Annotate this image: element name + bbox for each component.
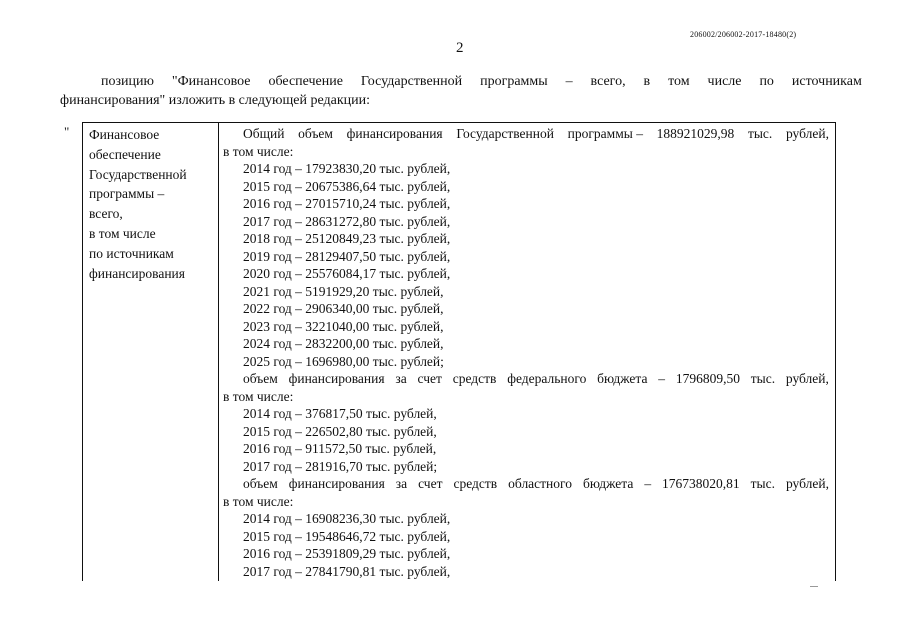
regional-year-line: 2014 год – 16908236,30 тыс. рублей, bbox=[243, 511, 451, 526]
total-year-line: 2019 год – 28129407,50 тыс. рублей, bbox=[243, 248, 451, 264]
total-year-line: 2025 год – 1696980,00 тыс. рублей; bbox=[243, 353, 444, 369]
word: 188921029,98 bbox=[656, 126, 735, 141]
word: – bbox=[565, 74, 573, 89]
word: бюджета bbox=[582, 476, 634, 491]
word: Государственной bbox=[360, 74, 463, 89]
total-year-line: 2017 год – 28631272,80 тыс. рублей, bbox=[243, 213, 451, 229]
word: средств bbox=[453, 476, 498, 491]
word: федерального bbox=[507, 371, 587, 386]
word: позицию bbox=[101, 74, 154, 89]
regional-sub-label: в том числе: bbox=[223, 493, 294, 509]
federal-year-line: 2014 год – 376817,50 тыс. рублей, bbox=[243, 406, 437, 421]
word: Государственной bbox=[456, 126, 554, 141]
intro-paragraph bbox=[60, 72, 862, 110]
word: объем bbox=[243, 371, 278, 386]
regional-year-line: 2015 год – 19548646,72 тыс. рублей, bbox=[243, 528, 451, 544]
word: в bbox=[643, 74, 651, 89]
total-financing-line bbox=[223, 125, 833, 143]
page-number: 2 bbox=[456, 40, 464, 56]
table-label-cell bbox=[89, 125, 213, 283]
financing-table bbox=[82, 122, 836, 581]
table-value-cell bbox=[223, 125, 833, 580]
regional-year-line: 2016 год – 25391809,29 тыс. рублей, bbox=[243, 546, 451, 561]
label-line: финансирования bbox=[89, 265, 185, 281]
word: финансирования bbox=[288, 371, 385, 386]
federal-year-line: 2017 год – 281916,70 тыс. рублей; bbox=[243, 458, 438, 474]
word: рублей, bbox=[785, 126, 829, 141]
word: за bbox=[395, 476, 408, 491]
federal-financing-line bbox=[223, 370, 833, 388]
word: – bbox=[644, 476, 652, 491]
word: источникам bbox=[791, 74, 862, 89]
word: тыс. bbox=[750, 371, 776, 386]
document-id: 206002/206002-2017-18480(2) bbox=[690, 30, 797, 39]
total-year-line: 2020 год – 25576084,17 тыс. рублей, bbox=[243, 266, 451, 281]
word: рублей, bbox=[785, 371, 829, 386]
federal-sub-label: в том числе: bbox=[223, 388, 294, 404]
label-line: Финансовое bbox=[89, 127, 160, 142]
regional-year-line: 2017 год – 27841790,81 тыс. рублей, bbox=[243, 563, 451, 579]
word: "Финансовое bbox=[171, 74, 251, 89]
total-year-line: 2023 год – 3221040,00 тыс. рублей, bbox=[243, 318, 444, 334]
intro-line-2: финансирования" изложить в следующей редакции: bbox=[60, 93, 371, 108]
label-line: Государственной bbox=[89, 166, 187, 182]
word: объем bbox=[298, 126, 333, 141]
word: 1796809,50 bbox=[675, 371, 740, 386]
word: 176738020,81 bbox=[662, 476, 740, 491]
total-year-line: 2024 год – 2832200,00 тыс. рублей, bbox=[243, 336, 444, 351]
label-line: по источникам bbox=[89, 245, 174, 261]
word: финансирования bbox=[346, 126, 443, 141]
word: финансирования bbox=[288, 476, 385, 491]
total-year-line: 2018 год – 25120849,23 тыс. рублей, bbox=[243, 231, 451, 246]
total-year-line: 2016 год – 27015710,24 тыс. рублей, bbox=[243, 196, 451, 211]
word: за bbox=[395, 371, 407, 386]
word: бюджета bbox=[597, 371, 648, 386]
label-line: программы – bbox=[89, 186, 165, 202]
word: Общий bbox=[243, 126, 285, 141]
word: – bbox=[658, 371, 666, 386]
regional-financing-line bbox=[223, 475, 833, 493]
label-line: всего, bbox=[89, 206, 123, 222]
word: том bbox=[668, 74, 690, 89]
intro-line-1 bbox=[60, 72, 862, 91]
total-year-line: 2022 год – 2906340,00 тыс. рублей, bbox=[243, 301, 444, 316]
word: обеспечение bbox=[268, 74, 343, 89]
word: по bbox=[759, 74, 774, 89]
word: средств bbox=[452, 371, 497, 386]
label-line: в том числе bbox=[89, 225, 156, 241]
word: рублей, bbox=[785, 476, 829, 491]
word: программы bbox=[480, 74, 548, 89]
federal-year-line: 2016 год – 911572,50 тыс. рублей, bbox=[243, 441, 437, 456]
federal-year-line: 2015 год – 226502,80 тыс. рублей, bbox=[243, 423, 437, 439]
total-year-line: 2014 год – 17923830,20 тыс. рублей, bbox=[243, 161, 451, 176]
word: программы – bbox=[567, 126, 643, 141]
column-divider bbox=[218, 123, 219, 581]
opening-quote-mark: " bbox=[64, 124, 70, 139]
scan-mark bbox=[810, 586, 818, 587]
word: счет bbox=[418, 476, 443, 491]
word: областного bbox=[508, 476, 572, 491]
total-year-line: 2015 год – 20675386,64 тыс. рублей, bbox=[243, 178, 451, 194]
total-year-line: 2021 год – 5191929,20 тыс. рублей, bbox=[243, 283, 444, 299]
total-sub-label: в том числе: bbox=[223, 143, 294, 159]
word: тыс. bbox=[750, 476, 775, 491]
word: тыс. bbox=[747, 126, 773, 141]
word: числе bbox=[707, 74, 742, 89]
label-line: обеспечение bbox=[89, 146, 161, 162]
word: счет bbox=[417, 371, 442, 386]
word: объем bbox=[243, 476, 278, 491]
word: всего, bbox=[590, 74, 626, 89]
